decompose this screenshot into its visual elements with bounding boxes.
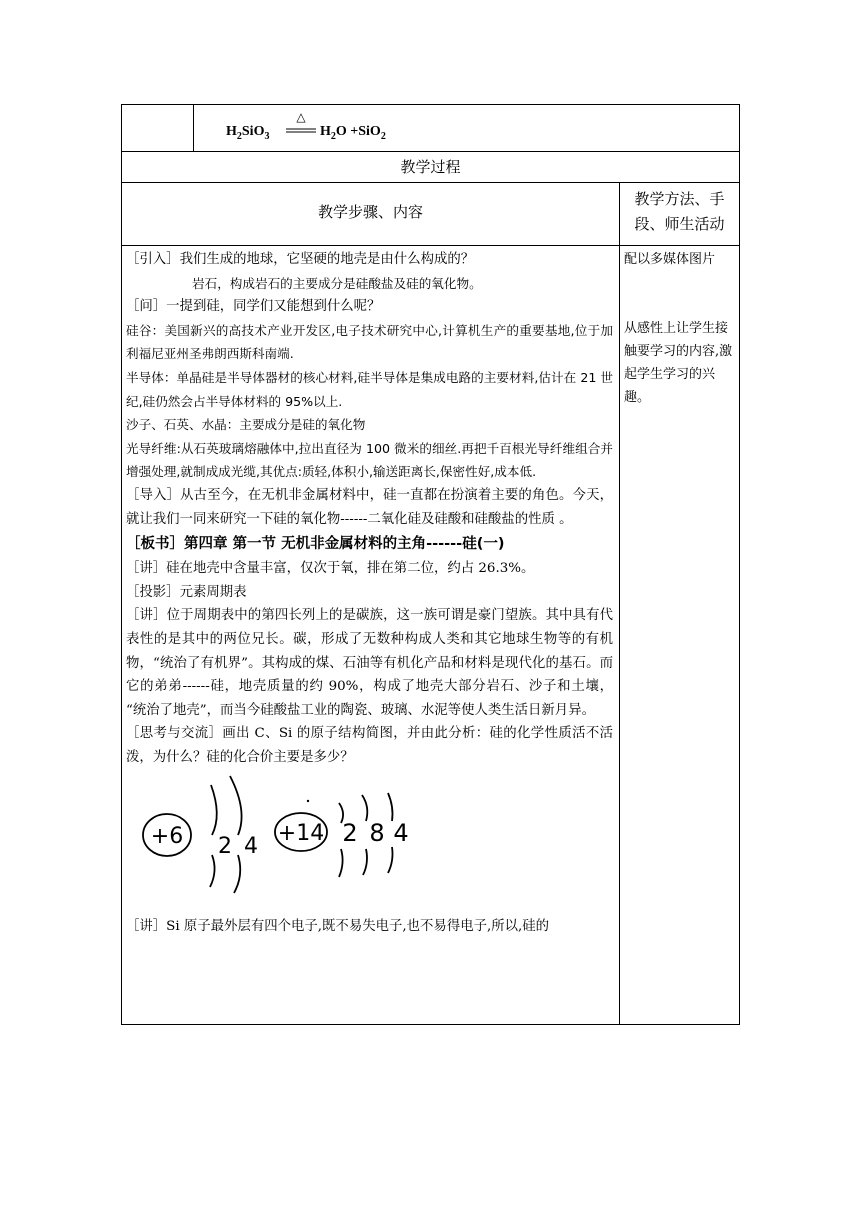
board-heading: ［板书］第四章 第一节 无机非金属材料的主角------硅(一) [126,536,505,553]
reactant-sub: 2 [236,130,242,142]
lecture-text-1: 硅在地壳中含量丰富，仅次于氧，排在第二位，约占 26.3%。 [166,561,535,577]
silicon-shell-arc-2-bottom [363,849,367,875]
product-h: H [320,124,331,139]
lead-in-paragraph [126,484,613,531]
silicon-shell-arc-1-bottom [339,849,343,877]
intro-paragraph [126,248,613,272]
reactant-sub: 3 [264,130,270,142]
reactant-sio: SiO [241,124,265,139]
atomic-structure-svg [126,771,409,911]
spacer [624,271,735,294]
tag-think-exchange: ［思考与交流］ [126,726,223,742]
product-o-sio: O +SiO [335,124,381,139]
question-paragraph [126,295,613,319]
lesson-content [122,246,620,1025]
think-exchange-paragraph [126,722,613,769]
content-row [122,246,740,1025]
lecture-paragraph-1 [126,557,613,581]
header-methods-line2: 段、师生活动 [634,215,725,233]
equation-products [320,124,386,142]
carbon-shell2-label: 4 [244,834,258,860]
header-steps: 教学步骤、内容 [122,183,620,246]
silicon-shell-arc-3-top [388,793,393,821]
tag-projection: ［投影］ [126,584,180,600]
lecture-paragraph-2 [126,604,613,722]
spacer [624,294,735,317]
carbon-shell-arc-2-top [230,776,242,835]
tag-intro: ［引入］ [126,252,180,267]
heating-condition-sign [284,109,318,137]
silicon-valley-paragraph: 硅谷：美国新兴的高技术产业开发区,电子技术研究中心,计算机生产的重要基地,位于加利福尼亚州圣弗朗西斯科南端. [126,322,613,362]
semiconductor-paragraph: 半导体：单晶硅是半导体器材的核心材料,硅半导体是集成电路的主要材料,估计在 21 世纪,硅仍然会占半导体材料的 95%以上. [126,369,613,409]
tag-question: ［问］ [126,299,167,315]
sand-quartz-paragraph: 沙子、石英、水晶：主要成分是硅的氧化物 [126,417,366,433]
atomic-structure-diagram [126,771,409,911]
think-exchange-text: 画出 C、Si 的原子结构简图，并由此分析：硅的化学性质活不活泼，为什么？硅的化合价主要是多少？ [126,726,613,765]
tag-lecture: ［讲］ [126,561,167,577]
lecture-paragraph-3 [126,915,613,939]
silicon-shell2-label: 8 [369,819,385,848]
silicic-acid-equation [194,105,739,151]
section-title: 教学过程 [122,152,740,183]
projection-text: 元素周期表 [179,584,247,600]
heat-triangle: △ [296,110,306,124]
product-sub: 2 [330,130,336,142]
method-note-media: 配以多媒体图片 [624,252,716,267]
tag-lecture: ［讲］ [126,608,167,624]
teaching-methods-cell [620,246,740,1025]
tag-lecture: ［讲］ [126,919,167,935]
carbon-shell-arc-1-bottom [210,855,215,887]
silicon-shell1-label: 2 [342,819,358,848]
lead-in-text: 从古至今，在无机非金属材料中，硅一直都在扮演着主要的角色。今天，就让我们一同来研究一下硅的氧化物------二氧化硅及硅酸和硅酸盐的性质 。 [126,487,614,527]
carbon-nucleus-label: +6 [150,824,184,850]
carbon-shell1-label: 2 [218,834,232,860]
silicon-shell-arc-2-top [362,795,367,821]
equation-cell [194,105,740,152]
product-sub: 2 [380,130,386,142]
equation-label-cell [122,105,194,152]
carbon-shell-arc-2-bottom [234,855,240,893]
equation-row [122,105,740,152]
question-text: 一提到硅，同学们又能想到什么呢？ [166,299,381,315]
projection-paragraph [126,581,613,605]
optical-fiber-paragraph: 光导纤维:从石英玻璃熔融体中,拉出直径为 100 微米的细丝.再把千百根光导纤维组合并增强处理,就制成成光缆,其优点:质轻,体积小,输送距离长,保密性好,成本低. [126,440,613,480]
silicon-shell3-label: 4 [393,819,409,848]
method-note-interest: 从感性上让学生接触要学习的内容,激起学生学习的兴趣。 [624,321,733,405]
intro-question: 我们生成的地球，它坚硬的地壳是由什么构成的？ [179,252,475,267]
header-row [122,183,740,246]
stray-dot [307,800,309,802]
section-title-row [122,152,740,183]
lecture-text-3: Si 原子最外层有四个电子,既不易失电子,也不易得电子,所以,硅的 [166,919,550,935]
rock-answer: 岩石，构成岩石的主要成分是硅酸盐及硅的氧化物。 [192,275,482,291]
silicon-nucleus-label: +14 [277,821,325,847]
equation-reactant [226,124,269,142]
lesson-table [121,104,740,1025]
reactant-h: H [226,124,237,139]
lecture-text-2: 位于周期表中的第四长列上的是碳族，这一族可谓是豪门望族。其中具有代表性的是其中的两位兄长。碳，形成了无数种构成人类和其它地球生物等的有机物，“统治了有机界”。其构成的煤、石油等有机化产品和材料是现代化的基石。而它的弟弟------硅，地壳质量的约 90%，构成了地壳大部分岩石、沙子和土壤， “统治了地壳”，而当今硅酸盐工业的陶瓷、玻璃、水泥等使人类生活日新月异。 [126,608,614,718]
tag-lead-in: ［导入］ [126,487,181,503]
header-methods [620,183,740,246]
header-methods-line1: 教学方法、手 [634,190,725,208]
carbon-shell-arc-1-top [211,785,217,835]
silicon-shell-arc-3-bottom [388,847,393,873]
